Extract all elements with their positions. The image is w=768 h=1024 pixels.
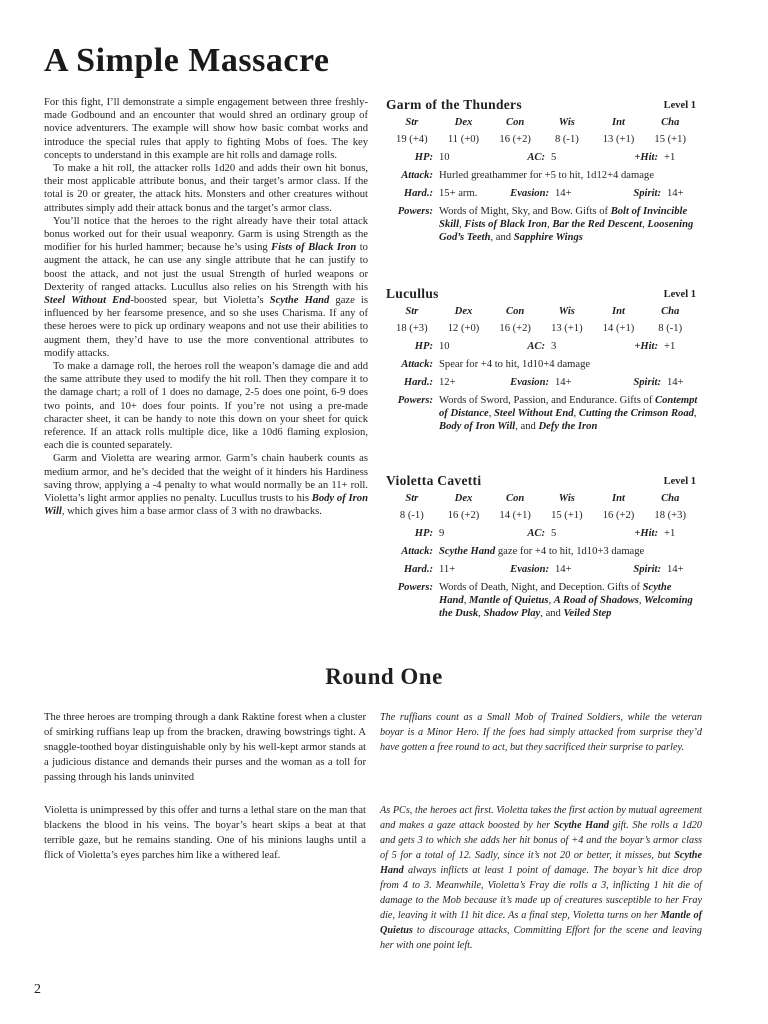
hit-value: +1 (664, 341, 676, 352)
gift-name: Scythe Hand (439, 546, 496, 557)
spirit-value: 14+ (667, 377, 684, 388)
intro-paragraph: To make a hit roll, the attacker rolls 1d20 and adds their own hit bonus, their most applicable attribute bonus, and their target’s armor class. If the total is 20 or greater, the attack hits. Monsters and other creatures without attributes simply add their attack bonus and the target’s armor class. (44, 163, 368, 214)
gift-name: Mantle of Quietus (380, 910, 702, 936)
intro-text (44, 96, 368, 519)
ac-value: 3 (551, 341, 557, 352)
gift-name: Body of Iron Will (439, 421, 516, 432)
stat-block-garm (386, 98, 700, 244)
saves-row: Hard.: 12+ Evasion: 14+ Spirit: 14+ (403, 377, 684, 388)
hit-value: +1 (664, 152, 676, 163)
hp-ac-hit-row: HP: 9 AC: 5 +Hit: +1 (414, 528, 676, 539)
attack-row: Attack: Hurled greathammer for +5 to hit, 1d12+4 damage (386, 169, 700, 182)
gift-name: Loosening God’s Teeth (439, 219, 694, 243)
attribute-headers: Str Dex Con Wis Int Cha (405, 117, 680, 128)
gift-name: Shadow Play (483, 608, 541, 619)
character-name: Garm of the Thunders (386, 97, 522, 112)
powers-row: Powers: Words of Sword, Passion, and Endurance. Gifts of Contempt of Distance, Steel Without End, Cutting the Crimson Road, Body of Iron Will, and Defy the Iron (386, 394, 700, 433)
narrative-paragraph: The three heroes are tromping through a dank Raktine forest when a cluster of smirking ruffians leap up from the bracken, drawing bowstrings tight. A snaggle-toothed boyar distinguishable only by his well-kept armor stands at a judicious distance and demands their purses and the woman as a toll for passing through his lands uninvited (44, 712, 366, 783)
character-name: Lucullus (386, 286, 439, 301)
attack-row: Attack: Spear for +4 to hit, 1d10+4 damage (386, 358, 700, 371)
section-title: Round One (325, 664, 443, 689)
hp-value: 10 (439, 341, 450, 352)
gift-name: Steel Without End (44, 295, 131, 307)
gift-name: Scythe Hand (439, 582, 672, 606)
gift-name: Sapphire Wings (513, 232, 583, 243)
gift-name: Bolt of Invincible Skill (439, 206, 688, 230)
hardiness-value: 11+ (439, 564, 456, 575)
gift-name: Mantle of Quietus (469, 595, 549, 606)
attribute-values: 18 (+3) 12 (+0) 16 (+2) 13 (+1) 14 (+1) 8 (-1) (396, 323, 683, 334)
spirit-value: 14+ (667, 188, 684, 199)
character-level: Level 1 (663, 289, 696, 300)
hardiness-value: 15+ arm. (439, 188, 478, 199)
evasion-value: 14+ (555, 564, 572, 575)
gift-name: Fists of Black Iron (464, 219, 548, 230)
hardiness-value: 12+ (439, 377, 456, 388)
page-number: 2 (34, 982, 41, 997)
gift-name: Cutting the Crimson Road (578, 408, 694, 419)
gift-name: Bar the Red Descent (552, 219, 643, 230)
stat-block-lucullus (386, 287, 700, 433)
evasion-value: 14+ (555, 377, 572, 388)
character-level: Level 1 (663, 100, 696, 111)
intro-paragraph: You’ll notice that the heroes to the right already have their total attack bonus worked out for their usual weaponry. Garm is using Strength as the modifier for his hurled hammer; because he’s using Fists of Black Iron to augment the attack, he can use any single attribute that he can justify to boost the attack, and not just the usual Strength of hurled weapons or Dexterity of ranged attacks. Lucullus also relies on his Strength with his Steel Without End-boosted spear, but Violetta’s Scythe Hand gaze is influenced by her fearsome presence, and so she uses Charisma. If any of these heroes were to pick up ordinary weapons and not use their abilities to augment them, they’d have to use the more conventional attributes to modify attacks. (44, 215, 368, 359)
rules-sidebar-paragraph: The ruffians count as a Small Mob of Trained Soldiers, while the veteran boyar is a Minor Hero. If the foes had simply attacked from surprise they’d have gotten a free round to act, but they sacrificed their surprise to parley. (380, 712, 702, 753)
hp-ac-hit-row: HP: 10 AC: 5 +Hit: +1 (414, 152, 676, 163)
hit-value: +1 (664, 528, 676, 539)
gift-name: Contempt of Distance (439, 395, 698, 419)
character-level: Level 1 (663, 476, 696, 487)
stat-block-violetta (386, 474, 700, 620)
powers-value: Words of Death, Night, and Deception. Gifts of Scythe Hand, Mantle of Quietus, A Road of Shadows, Welcoming the Dusk, Shadow Play, and Veiled Step (439, 582, 693, 619)
gift-name: Body of Iron Will (44, 493, 368, 518)
gift-name: Fists of Black Iron (271, 242, 357, 254)
powers-value: Words of Might, Sky, and Bow. Gifts of Bolt of Invincible Skill, Fists of Black Iron, Bar the Red Descent, Loosening God’s Teeth, and Sapphire Wings (439, 206, 694, 243)
ac-value: 5 (551, 152, 557, 163)
attack-value: Spear for +4 to hit, 1d10+4 damage (439, 359, 591, 370)
evasion-value: 14+ (555, 188, 572, 199)
gift-name: Scythe Hand (553, 820, 609, 831)
intro-paragraph: Garm and Violetta are wearing armor. Garm’s chain hauberk counts as medium armor, and he’s decided that the weight of it hinders his Hardiness saving throw, applying a -4 penalty to what would normally be an 11+ roll. Violetta’s light armor applies no penalty. Lucullus trusts to his Body of Iron Will, which gives him a base armor class of 3 with no drawbacks. (44, 453, 368, 518)
powers-row: Powers: Words of Might, Sky, and Bow. Gifts of Bolt of Invincible Skill, Fists of Black Iron, Bar the Red Descent, Loosening God’s Teeth, and Sapphire Wings (386, 205, 700, 244)
ac-value: 5 (551, 528, 557, 539)
attribute-values: 8 (-1) 16 (+2) 14 (+1) 15 (+1) 16 (+2) 18 (+3) (399, 510, 686, 521)
character-name: Violetta Cavetti (386, 473, 482, 488)
attack-row: Attack: Scythe Hand gaze for +4 to hit, 1d10+3 damage (386, 545, 700, 558)
intro-paragraph: For this fight, I’ll demonstrate a simple engagement between three freshly-made Godbound and an encounter that would shred an ordinary group of novice adventurers. The example will show how basic combat works and introduce the special rules that apply to fighting Mobs of foes. The key concepts to understand in this example are hit rolls and damage rolls. (44, 97, 368, 161)
hp-value: 9 (439, 528, 445, 539)
attribute-headers: Str Dex Con Wis Int Cha (405, 306, 680, 317)
attribute-headers: Str Dex Con Wis Int Cha (405, 493, 680, 504)
narrative-paragraph: Violetta is unimpressed by this offer and turns a lethal stare on the man that blackens the blood in his veins. The boyar’s heart skips a beat at that terrible gaze, but he remains standing. One of his minions laughs until a flick of Violetta’s eyes parches him like a withered leaf. (44, 805, 366, 861)
powers-row: Powers: Words of Death, Night, and Deception. Gifts of Scythe Hand, Mantle of Quietus, A Road of Shadows, Welcoming the Dusk, Shadow Play, and Veiled Step (386, 581, 700, 620)
attack-value: Scythe Hand gaze for +4 to hit, 1d10+3 damage (439, 546, 645, 557)
gift-name: Welcoming the Dusk (439, 595, 693, 619)
gift-name: Scythe Hand (269, 295, 330, 307)
hp-value: 10 (439, 152, 450, 163)
saves-row: Hard.: 11+ Evasion: 14+ Spirit: 14+ (403, 564, 684, 575)
page-title: A Simple Massacre (44, 42, 330, 79)
attribute-values: 19 (+4) 11 (+0) 16 (+2) 8 (-1) 13 (+1) 15 (+1) (396, 134, 686, 145)
gift-name: Steel Without End (494, 408, 574, 419)
gift-name: Scythe Hand (380, 850, 702, 876)
intro-paragraph: To make a damage roll, the heroes roll the weapon’s damage die and add the same attribute they used to modify the hit roll. Then they compare it to the damage chart; a roll of 1 does no damage, 2-5 does one point, 6-9 does two points, and 10+ does four points. If you’re not using a pre-made character sheet, it can be handy to note this down on your sheet for quick reference. If an attack rolls multiple dice, like a 10d6 flaming explosion, each die is counted separately. (44, 361, 368, 452)
gift-name: Veiled Step (563, 608, 612, 619)
hp-ac-hit-row: HP: 10 AC: 3 +Hit: +1 (414, 341, 676, 352)
saves-row: Hard.: 15+ arm. Evasion: 14+ Spirit: 14+ (403, 188, 684, 199)
gift-name: Defy the Iron (538, 421, 598, 432)
rules-sidebar-paragraph: As PCs, the heroes act first. Violetta takes the first action by mutual agreement and makes a gaze attack boosted by her Scythe Hand gift. She rolls a 1d20 and gets 3 to which she adds her hit bonus of +4 and the boyar’s armor class of 5 for a total of 12. Sadly, since it’s not 20 or better, it misses, but Scythe Hand always inflicts at least 1 point of damage. The boyar’s hit dice drop from 4 to 3. Meanwhile, Violetta’s Fray die rolls a 3, inflicting 1 hit die of damage to the Mob because it’s made up of creatures susceptible to her Fray die, leaving it with 11 hit dice. As a final step, Violetta turns on her Mantle of Quietus to discourage attacks, Committing Effort for the scene and leaving her with one point left. (380, 805, 702, 951)
spirit-value: 14+ (667, 564, 684, 575)
attack-value: Hurled greathammer for +5 to hit, 1d12+4 damage (439, 170, 654, 181)
powers-value: Words of Sword, Passion, and Endurance. Gifts of Contempt of Distance, Steel Without End, Cutting the Crimson Road, Body of Iron Will, and Defy the Iron (439, 395, 698, 432)
gift-name: A Road of Shadows (553, 595, 639, 606)
